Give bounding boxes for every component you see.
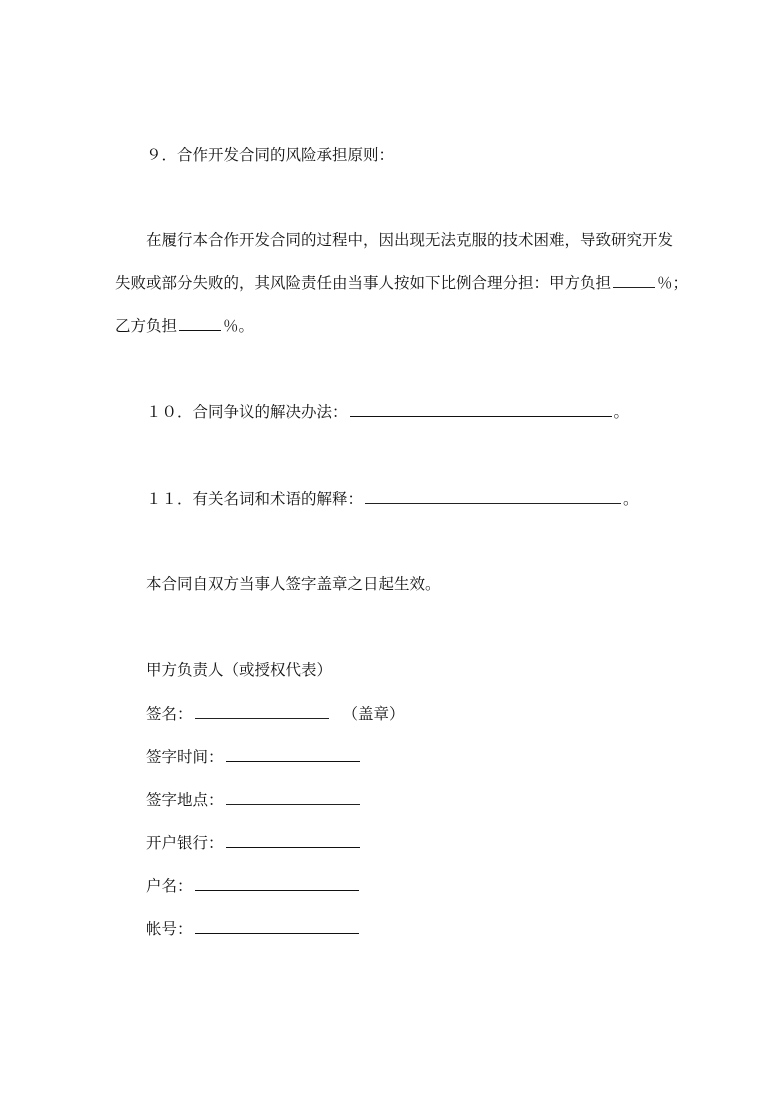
section-11-terms-explanation: １１．有关名词和术语的解释： 。: [146, 490, 639, 508]
party-a-share-blank[interactable]: [613, 273, 655, 288]
signature-row: 签名： （盖章）: [146, 705, 405, 723]
section-9-heading: ９．合作开发合同的风险承担原则：: [146, 146, 395, 164]
account-name-blank[interactable]: [195, 876, 359, 891]
account-name-row: 户名：: [146, 876, 361, 896]
sign-time-row: 签字时间：: [146, 747, 362, 767]
signature-block-title: 甲方负责人（或授权代表）: [146, 661, 333, 679]
sign-place-blank[interactable]: [226, 790, 360, 805]
sign-time-blank[interactable]: [226, 747, 360, 762]
dispute-resolution-blank[interactable]: [350, 402, 612, 417]
bank-row: 开户银行：: [146, 833, 362, 853]
terms-explanation-blank[interactable]: [365, 489, 621, 504]
bank-blank[interactable]: [226, 833, 360, 848]
section-9-paragraph-line-3: 乙方负担 ％。: [115, 317, 255, 335]
section-10-dispute-resolution: １０．合同争议的解决办法： 。: [146, 403, 630, 421]
effective-clause: 本合同自双方当事人签字盖章之日起生效。: [146, 575, 441, 593]
account-number-row: 帐号：: [146, 919, 361, 939]
account-number-blank[interactable]: [195, 919, 359, 934]
party-b-share-blank[interactable]: [179, 316, 221, 331]
section-9-paragraph-line-2: 失败或部分失败的，其风险责任由当事人按如下比例合理分担：甲方负担 ％；: [115, 274, 689, 292]
section-9-paragraph-line-1: 在履行本合作开发合同的过程中，因出现无法克服的技术困难，导致研究开发: [146, 231, 674, 249]
sign-place-row: 签字地点：: [146, 790, 362, 810]
signature-blank[interactable]: [195, 704, 329, 719]
